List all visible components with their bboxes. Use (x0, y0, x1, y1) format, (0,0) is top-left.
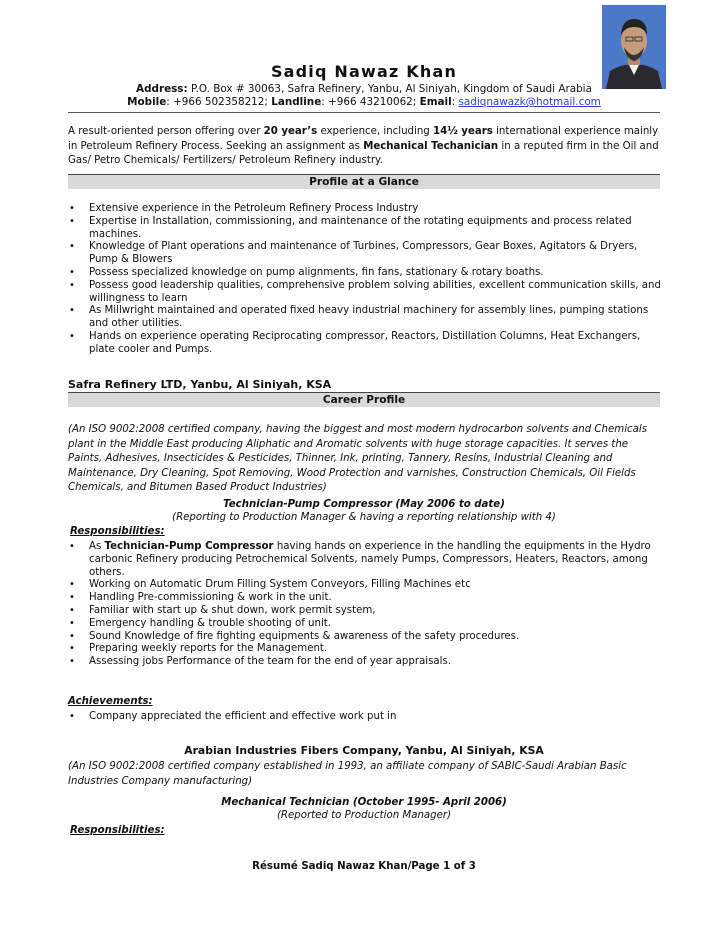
responsibility-item: • Handling Pre-commissioning & work in the unit. (68, 592, 668, 605)
responsibility-item: • Familiar with start up & shut down, work permit system, (68, 605, 668, 618)
mobile-label: Mobile (127, 96, 167, 108)
landline-value: : +966 43210062; (321, 96, 420, 108)
summary-text-3: international experience mainly in Petroleum Refinery Process. Seeking an assignment as (68, 126, 659, 152)
profile-item: • Possess good leadership qualities, comprehensive problem solving abilities, excellent communication skills, and willingness to learn (68, 280, 668, 306)
responsibility-item: • Preparing weekly reports for the Management. (68, 643, 668, 656)
achievement-item: • Company appreciated the efficient and effective work put in (68, 711, 668, 724)
contact-line (0, 96, 728, 108)
email-label: Email (419, 96, 452, 108)
responsibility-item: • Working on Automatic Drum Filling System Conveyors, Filling Machines etc (68, 579, 668, 592)
summary-years: 20 year’s (263, 126, 318, 137)
role2-reporting: (Reported to Production Manager) (276, 810, 452, 821)
role1-title: Technician-Pump Compressor (May 2006 to date) (223, 499, 505, 510)
company2-description: (An ISO 9002:2008 certified company established in 1993, an affiliate company of SABIC-Saudi Arabian Basic Industries Company manufacturing) (68, 761, 627, 787)
candidate-name: Sadiq Nawaz Khan (270, 62, 458, 81)
summary-intl-years: 14½ years (433, 126, 493, 137)
responsibility-item (68, 541, 668, 579)
career-heading: Career Profile (68, 392, 660, 407)
responsibility-item: • Assessing jobs Performance of the team for the end of year appraisals. (68, 656, 668, 669)
profile-item: • Expertise in Installation, commissioning, and maintenance of the rotating equipments and process related machines. (68, 216, 668, 242)
profile-item: • Knowledge of Plant operations and maintenance of Turbines, Compressors, Gear Boxes, Agitators & Dryers, Pump & Blowers (68, 241, 668, 267)
company2-name: Arabian Industries Fibers Company, Yanbu, Al Siniyah, KSA (184, 744, 544, 757)
address-label: Address: (136, 83, 188, 95)
company1-description: (An ISO 9002:2008 certified company, having the biggest and most modern hydrocarbon solvents and Chemicals plant in the Middle East producing Aliphatic and Aromatic solvents with huge storage capacities. It serves the Paints, Adhesives, Insecticides & Pesticides, Thinner, Ink, printing, Tannery, Resins, Industrial Cleaning and Maintenance, Dry Cleaning, Spot Removing, Wood Protection and varnishes, Construction Chemicals, Oil Fields Chemicals, and Bitumen Based Product Industries) (68, 424, 648, 493)
role2-title: Mechanical Technician (October 1995- April 2006) (221, 797, 507, 808)
profile-list (68, 203, 668, 357)
profile-item: • Extensive experience in the Petroleum Refinery Process Industry (68, 203, 668, 216)
resp-first-pre: As (89, 541, 105, 552)
email-link[interactable]: sadiqnawazk@hotmail.com (458, 96, 601, 108)
summary-paragraph (68, 125, 660, 169)
address-value: P.O. Box # 30063, Safra Refinery, Yanbu, Al Siniyah, Kingdom of Saudi Arabia (187, 83, 592, 95)
profile-item: • Possess specialized knowledge on pump alignments, fin fans, stationary & rotary boaths. (68, 267, 668, 280)
profile-item: • As Millwright maintained and operated fixed heavy industrial machinery for assembly lines, pumping stations and other utilities. (68, 305, 668, 331)
resp-first-role: Technician-Pump Compressor (104, 541, 274, 552)
mobile-value: : +966 502358212; (166, 96, 272, 108)
summary-target-role: Mechanical Techanician (363, 140, 499, 152)
summary-text-1: A result-oriented person offering over (68, 126, 264, 137)
role2-responsibilities-label (70, 825, 165, 836)
profile-heading: Profile at a Glance (68, 174, 660, 189)
role1-reporting: (Reporting to Production Manager & having a reporting relationship with 4) (172, 512, 556, 523)
email-sep: : (451, 96, 459, 108)
address-line (0, 83, 728, 95)
responsibilities-label-text: Responsibilities: (70, 526, 165, 537)
summary-text-4: in a reputed firm in the Oil and Gas/ Petro Chemicals/ Fertilizers/ Petroleum Refinery industry. (68, 140, 659, 166)
responsibility-item: • Emergency handling & trouble shooting of unit. (68, 618, 668, 631)
resp-first-post: having hands on experience in the handling the equipments in the Hydro carbonic Refinery producing Petrochemical Solvents, namely Pumps, Compressors, Heaters, Reactors, among others. (89, 541, 651, 578)
summary-text-2: experience, including (317, 126, 434, 137)
responsibility-item: • Sound Knowledge of fire fighting equipments & awareness of the safety procedures. (68, 631, 668, 644)
page-footer: Résumé Sadiq Nawaz Khan/Page 1 of 3 (252, 861, 476, 872)
landline-label: Landline (271, 96, 322, 108)
achievements-label (68, 696, 153, 707)
profile-item: • Hands on experience operating Reciprocating compressor, Reactors, Distillation Columns, Heat Exchangers, plate cooler and Pumps. (68, 331, 668, 357)
role1-responsibilities-list (68, 541, 668, 669)
role1-responsibilities-label (70, 526, 165, 537)
company1-name: Safra Refinery LTD, Yanbu, Al Siniyah, KSA (68, 378, 332, 391)
responsibilities2-label-text: Responsibilities: (70, 825, 165, 836)
achievements-label-text: Achievements: (68, 696, 153, 707)
achievements-list (68, 711, 668, 724)
header-divider (68, 112, 660, 113)
